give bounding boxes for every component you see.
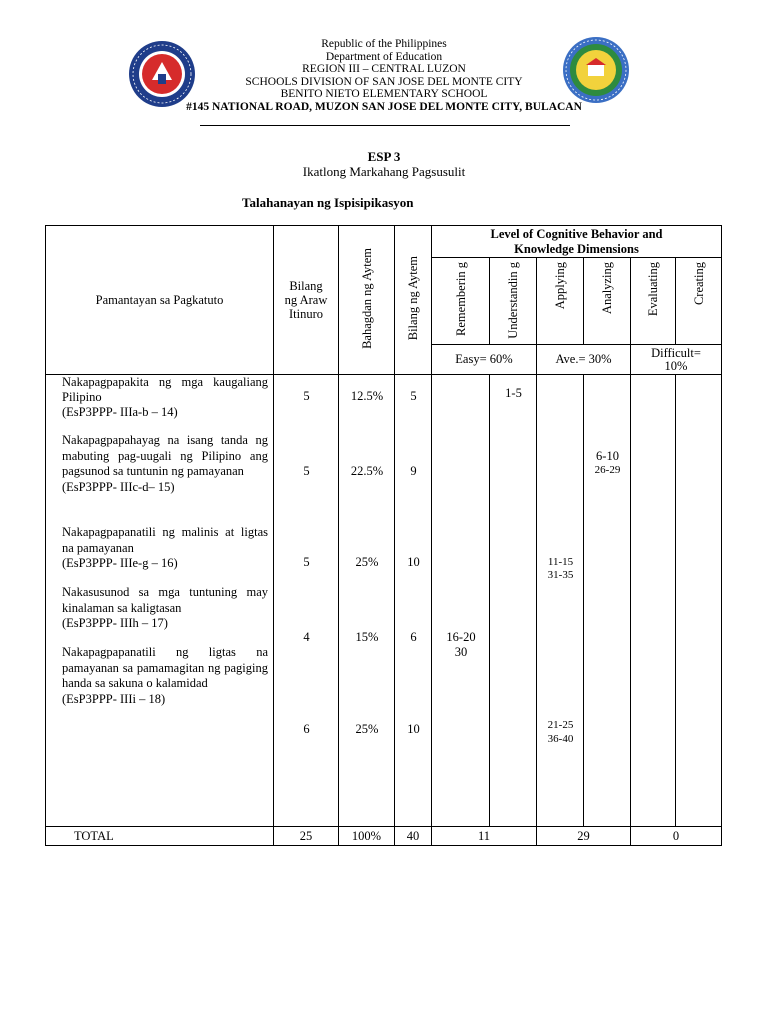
level-creating xyxy=(676,258,722,345)
competency-1 xyxy=(62,375,268,420)
level-understanding-label: Understandin g xyxy=(506,262,520,339)
specification-table xyxy=(45,225,722,846)
level-applying xyxy=(537,258,584,345)
days-header-line1: Bilang xyxy=(289,279,323,293)
cognitive-header-line2: Knowledge Dimensions xyxy=(514,241,639,256)
days-row-4: 4 xyxy=(303,630,310,644)
level-remembering-label: Rememberin g xyxy=(453,262,468,336)
competency-header-label: Pamantayan sa Pagkatuto xyxy=(95,292,224,307)
total-days: 25 xyxy=(274,827,339,846)
understanding-items: 1-5 xyxy=(505,386,522,400)
level-understanding xyxy=(490,258,537,345)
percent-row-5: 25% xyxy=(355,722,379,736)
competency-header xyxy=(46,226,274,375)
items-row-1: 5 xyxy=(410,389,417,403)
difficult-label-line1: Difficult= xyxy=(651,345,701,360)
cognitive-header-line1: Level of Cognitive Behavior and xyxy=(490,227,663,241)
remembering-items-b: 30 xyxy=(454,645,468,659)
days-row-1: 5 xyxy=(303,389,310,403)
competency-4 xyxy=(62,585,268,632)
competency-1-code: (EsP3PPP- IIIa-b – 14) xyxy=(62,405,178,419)
level-creating-label: Creating xyxy=(691,262,706,306)
level-remembering xyxy=(432,258,490,345)
cognitive-header xyxy=(432,226,722,258)
level-applying-label: Applying xyxy=(553,262,567,310)
evaluating-cell xyxy=(631,375,676,827)
competency-3 xyxy=(62,525,268,572)
items-row-3: 10 xyxy=(407,555,420,569)
competency-2 xyxy=(62,433,268,495)
region-line: REGION III – CENTRAL LUZON xyxy=(302,63,466,76)
competency-2-text: Nakapagpapahayag na isang tanda ng mabuting pag-uugali ng Pilipino ang pagsunod sa tuntunin ng pamayanan xyxy=(62,433,268,478)
days-cell xyxy=(274,375,339,827)
applying-items-b1: 21-25 xyxy=(547,719,574,731)
days-header-line2: ng Araw xyxy=(284,293,328,307)
republic-line: Republic of the Philippines xyxy=(321,38,447,50)
creating-cell xyxy=(676,375,722,827)
total-difficult: 0 xyxy=(631,827,722,846)
school-line: BENITO NIETO ELEMENTARY SCHOOL xyxy=(280,88,488,101)
days-row-5: 6 xyxy=(303,722,310,736)
items-row-4: 6 xyxy=(410,630,417,644)
days-header xyxy=(274,226,339,375)
applying-cell xyxy=(537,375,584,827)
items-header xyxy=(395,226,432,375)
level-analyzing xyxy=(584,258,631,345)
level-evaluating xyxy=(631,258,676,345)
easy-label: Easy= 60% xyxy=(432,345,537,375)
competency-4-code: (EsP3PPP- IIIh – 17) xyxy=(62,616,168,630)
analyzing-cell xyxy=(584,375,631,827)
percent-row-2: 22.5% xyxy=(350,464,384,478)
percent-cell xyxy=(339,375,395,827)
items-row-2: 9 xyxy=(410,464,417,478)
total-percent: 100% xyxy=(339,827,395,846)
letterhead xyxy=(160,38,608,114)
applying-items-a2: 31-35 xyxy=(547,569,574,581)
competency-3-text: Nakapagpapanatili ng malinis at ligtas na pamayanan xyxy=(62,525,268,555)
items-header-label: Bilang ng Aytem xyxy=(406,255,420,341)
competency-5-code: (EsP3PPP- IIIi – 18) xyxy=(62,691,166,706)
percent-row-3: 25% xyxy=(355,555,379,569)
competency-1-text: Nakapagpapakita ng mga kaugaliang Pilipino xyxy=(62,375,268,404)
understanding-cell xyxy=(490,375,537,827)
difficult-label-line2: 10% xyxy=(664,358,688,373)
percent-row-4: 15% xyxy=(355,630,379,644)
competency-cell xyxy=(46,375,274,827)
weight-header xyxy=(339,226,395,375)
days-row-2: 5 xyxy=(303,464,310,478)
address-line: #145 NATIONAL ROAD, MUZON SAN JOSE DEL MONTE CITY, BULACAN xyxy=(186,100,582,113)
weight-header-label: Bahagdan ng Aytem xyxy=(359,247,374,349)
exam-title: Ikatlong Markahang Pagsusulit xyxy=(302,164,466,179)
level-evaluating-label: Evaluating xyxy=(646,262,660,317)
competency-4-text: Nakasusunod sa mga tuntuning may kinalaman sa kaligtasan xyxy=(62,585,268,615)
remembering-cell xyxy=(432,375,490,827)
total-average: 29 xyxy=(537,827,631,846)
total-easy: 11 xyxy=(432,827,537,846)
applying-items-b2: 36-40 xyxy=(547,733,574,745)
division-line: SCHOOLS DIVISION OF SAN JOSE DEL MONTE CITY xyxy=(245,75,523,88)
analyzing-items-a: 6-10 xyxy=(596,449,619,463)
competency-5-text: Nakapagpapanatili ng ligtas na pamayanan sa pamamagitan ng pagiging handa sa sakuna o kalamidad xyxy=(62,645,268,690)
table-title: Talahanayan ng Ispisipikasyon xyxy=(242,195,414,210)
applying-items-a1: 11-15 xyxy=(547,556,574,568)
subject-title: ESP 3 xyxy=(367,149,401,164)
total-items: 40 xyxy=(395,827,432,846)
header-divider xyxy=(200,125,570,126)
days-header-line3: Itinuro xyxy=(288,307,324,321)
department-line: Department of Education xyxy=(325,50,443,63)
items-cell xyxy=(395,375,432,827)
items-row-5: 10 xyxy=(407,722,420,736)
competency-2-code: (EsP3PPP- IIIc-d– 15) xyxy=(62,479,175,494)
total-label: TOTAL xyxy=(46,827,274,846)
percent-row-1: 12.5% xyxy=(350,389,384,403)
difficult-label xyxy=(631,345,722,375)
competency-3-code: (EsP3PPP- IIIe-g – 16) xyxy=(62,556,178,570)
competency-5 xyxy=(62,645,268,707)
level-analyzing-label: Analyzing xyxy=(600,262,614,315)
remembering-items-a: 16-20 xyxy=(446,630,476,644)
average-label: Ave.= 30% xyxy=(537,345,631,375)
analyzing-items-b: 26-29 xyxy=(594,464,621,476)
days-row-3: 5 xyxy=(303,555,310,569)
